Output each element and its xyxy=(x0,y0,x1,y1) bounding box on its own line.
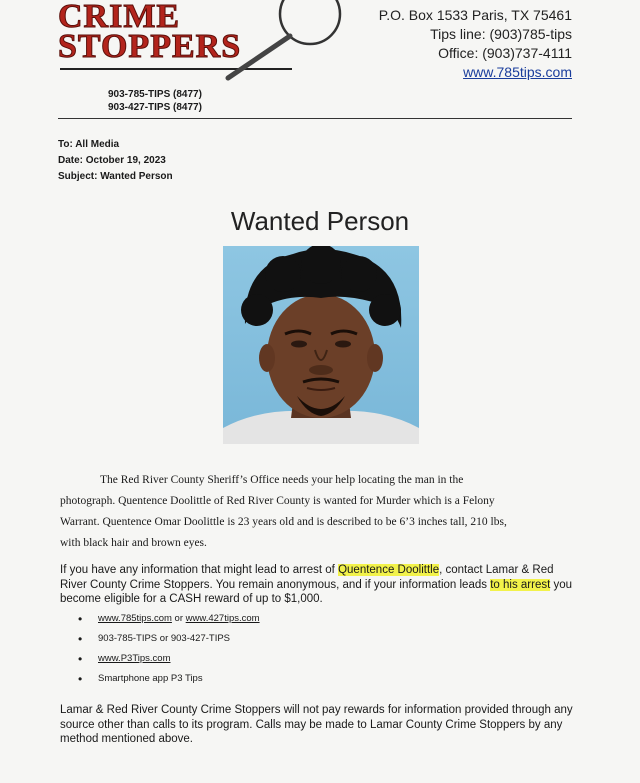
reward-text: , contact Lamar & Red River County Crime Stoppers. You remain anonymous, and if your information leads xyxy=(60,564,554,591)
phone-line: 903-427-TIPS (8477) xyxy=(108,102,202,113)
list-item xyxy=(76,632,556,652)
logo-line-crime: CRIME xyxy=(58,0,181,35)
highlighted-arrest: to his arrest xyxy=(490,578,551,591)
description-line-3: Warrant. Quentence Omar Doolittle is 23 years old and is described to be 6’3 inches tall, 210 lbs, xyxy=(60,516,507,528)
reward-text: If you have any information that might lead to arrest of xyxy=(60,564,339,576)
description-line-1 xyxy=(60,470,580,491)
or-text: or xyxy=(171,613,186,624)
logo-line-stoppers: STOPPERS xyxy=(58,28,242,65)
description-paragraph xyxy=(60,470,580,554)
tip-methods-list xyxy=(76,612,556,692)
magnifier-icon xyxy=(218,0,358,84)
list-item xyxy=(76,612,556,632)
memo-block xyxy=(58,137,173,185)
phone-tips-text: 903-785-TIPS or 903-427-TIPS xyxy=(98,633,231,644)
person-silhouette xyxy=(223,246,419,444)
link-785tips[interactable]: www.785tips.com xyxy=(98,613,172,624)
reward-paragraph xyxy=(60,563,580,607)
contact-address-block xyxy=(379,6,572,82)
list-item xyxy=(76,652,556,672)
description-line-2: photograph. Quentence Doolittle of Red River County is wanted for Murder which is a Felony xyxy=(60,495,495,507)
link-p3tips[interactable]: www.P3Tips.com xyxy=(98,653,171,664)
disclaimer-paragraph: Lamar & Red River County Crime Stoppers will not pay rewards for information provided through any source other than calls to its program. Calls may be made to Lamar County Crime Stoppers by any method mentioned above. xyxy=(60,704,573,745)
tip-phone-numbers xyxy=(108,88,202,114)
phone-line: 903-785-TIPS (8477) xyxy=(108,89,202,100)
reward-text: you become eligible for a CASH reward of up to $1,000. xyxy=(60,578,573,605)
link-427tips[interactable]: www.427tips.com xyxy=(185,613,260,624)
office-line: Office: (903)737-4111 xyxy=(438,45,572,61)
website-link[interactable]: www.785tips.com xyxy=(463,64,572,80)
header-divider xyxy=(58,118,572,119)
bullet-icon: • xyxy=(78,652,83,666)
mugshot-photo xyxy=(223,246,419,444)
list-item xyxy=(76,672,556,692)
memo-to: To: All Media xyxy=(58,139,120,150)
memo-date: Date: October 19, 2023 xyxy=(58,155,166,166)
bullet-icon: • xyxy=(78,632,83,646)
description-line-4: with black hair and brown eyes. xyxy=(60,537,207,549)
address-line: P.O. Box 1533 Paris, TX 75461 xyxy=(378,7,572,23)
bullet-icon: • xyxy=(78,672,83,686)
bullet-icon: • xyxy=(78,612,83,626)
document-title: Wanted Person xyxy=(230,206,410,236)
memo-subject: Subject: Wanted Person xyxy=(58,171,173,182)
highlighted-name: Quentence Doolittle xyxy=(338,564,440,576)
crime-stoppers-logo xyxy=(58,0,298,82)
description-text: The Red River County Sheriff’s Office needs your help locating the man in the xyxy=(100,474,464,486)
tips-line: Tips line: (903)785-tips xyxy=(430,26,572,42)
app-text: Smartphone app P3 Tips xyxy=(98,673,203,684)
